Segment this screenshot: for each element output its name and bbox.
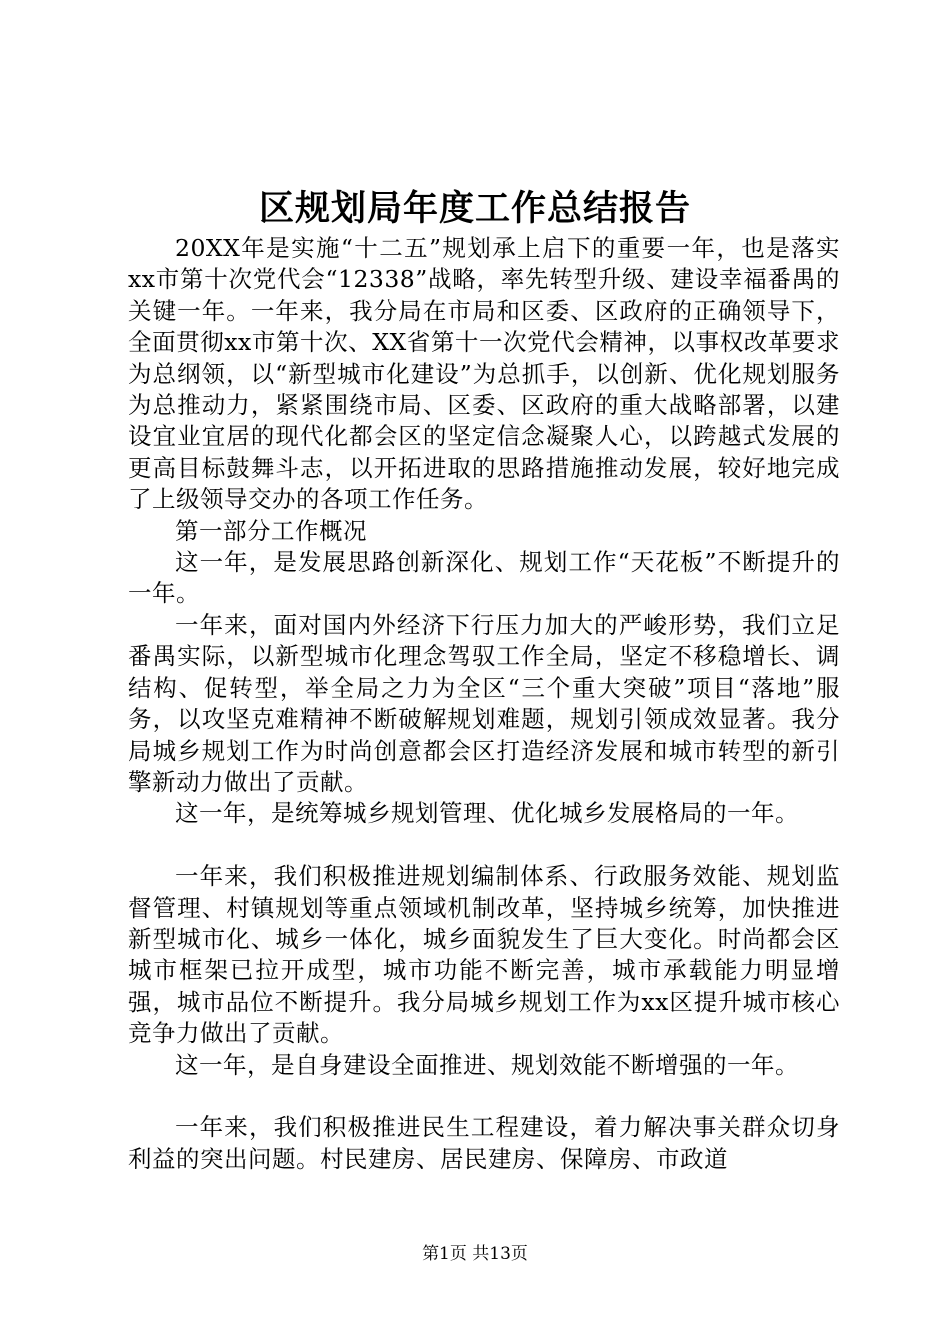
summary-paragraph-3: 这一年，是自身建设全面推进、规划效能不断增强的一年。 bbox=[175, 1050, 799, 1079]
page-number-footer: 第1页 共13页 bbox=[422, 1244, 528, 1264]
detail-paragraph-3: 一年来，我们积极推进民生工程建设，着力解决事关群众切身利益的突出问题。村民建房、居民建房、保障房、市政道 bbox=[128, 1113, 840, 1173]
document-title: 区规划局年度工作总结报告 bbox=[258, 188, 691, 229]
document-body bbox=[128, 233, 840, 1175]
section-heading: 第一部分工作概况 bbox=[175, 516, 367, 545]
intro-paragraph: 20XX年是实施“十二五”规划承上启下的重要一年，也是落实xx市第十次党代会“12338”战略，率先转型升级、建设幸福番禺的关键一年。一年来，我分局在市局和区委、区政府的正确领导下，全面贯彻xx市第十次、XX省第十一次党代会精神，以事权改革要求为总纲领，以“新型城市化建设”为总抓手，以创新、优化规划服务为总推动力，紧紧围绕市局、区委、区政府的重大战略部署，以建设宜业宜居的现代化都会区的坚定信念凝聚人心，以跨越式发展的更高目标鼓舞斗志，以开拓进取的思路措施推动发展，较好地完成了上级领导交办的各项工作任务。 bbox=[128, 234, 840, 514]
summary-paragraph-1: 这一年，是发展思路创新深化、规划工作“天花板”不断提升的一年。 bbox=[128, 548, 840, 608]
detail-paragraph-2: 一年来，我们积极推进规划编制体系、行政服务效能、规划监督管理、村镇规划等重点领域机制改革，坚持城乡统筹，加快推进新型城市化、城乡一体化，城乡面貌发生了巨大变化。时尚都会区城市框架已拉开成型，城市功能不断完善，城市承载能力明显增强，城市品位不断提升。我分局城乡规划工作为xx区提升城市核心竞争力做出了贡献。 bbox=[128, 862, 840, 1048]
summary-paragraph-2: 这一年，是统筹城乡规划管理、优化城乡发展格局的一年。 bbox=[175, 799, 799, 828]
detail-paragraph-1: 一年来，面对国内外经济下行压力加大的严峻形势，我们立足番禺实际，以新型城市化理念驾驭工作全局，坚定不移稳增长、调结构、促转型，举全局之力为全区“三个重大突破”项目“落地”服务，以攻坚克难精神不断破解规划难题，规划引领成效显著。我分局城乡规划工作为时尚创意都会区打造经济发展和城市转型的新引擎新动力做出了贡献。 bbox=[128, 610, 840, 796]
